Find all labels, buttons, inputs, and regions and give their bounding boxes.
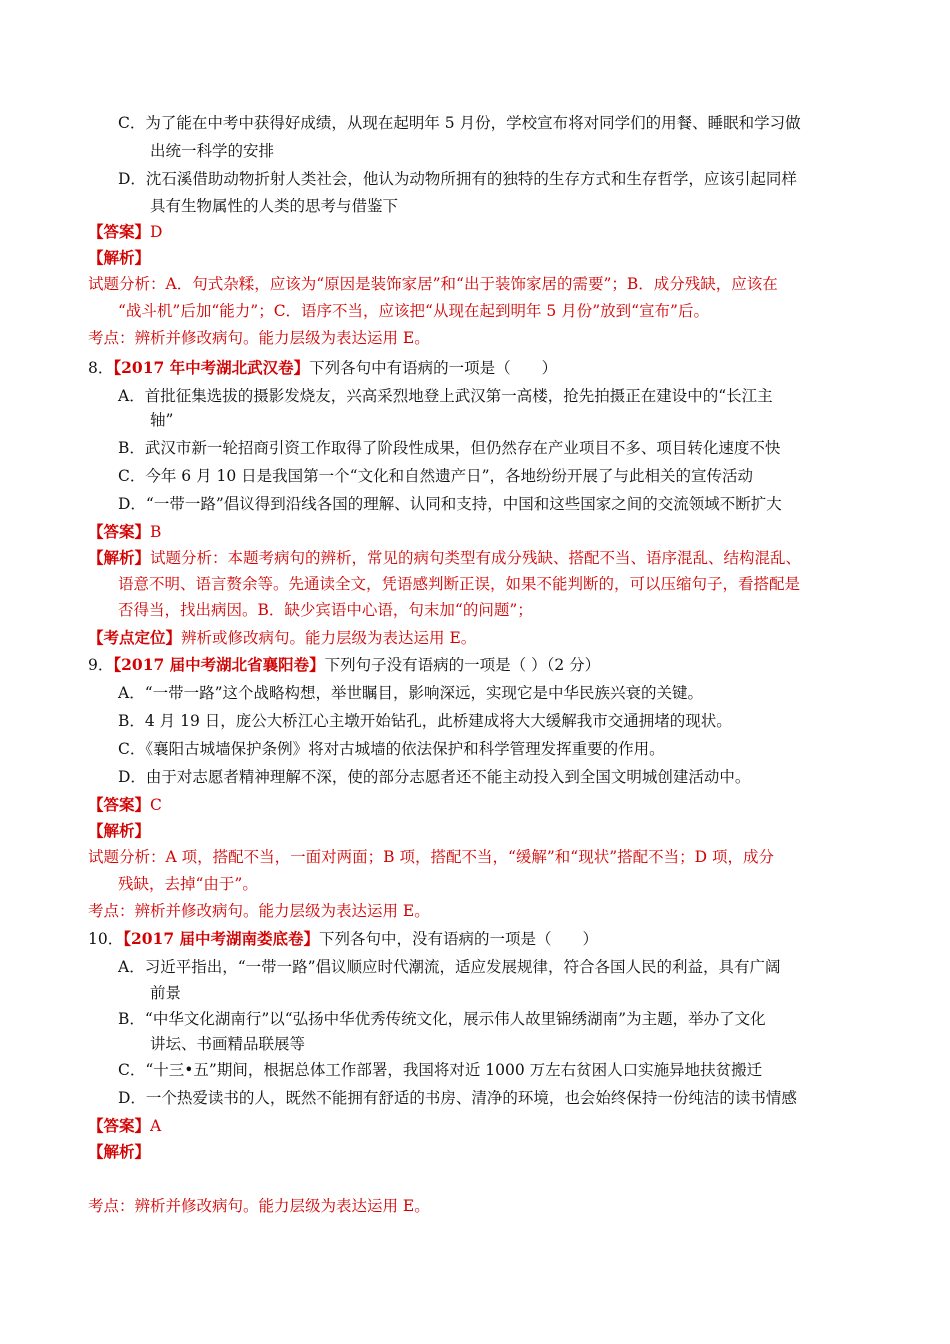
- q7-analysis-tag: 【解析】: [88, 248, 151, 267]
- q8-option-a-line1: A．首批征集选拔的摄影发烧友，兴高采烈地登上武汉第一高楼，抢先拍摄正在建设中的“长江主: [118, 387, 773, 405]
- q9-analysis-line1: 试题分析：A 项，搭配不当，一面对两面；B 项，搭配不当，“缓解”和“现状”搭配不当；D 项，成分: [88, 848, 774, 866]
- q9-option-c: C．《襄阳古城墙保护条例》将对古城墙的依法保护和科学管理发挥重要的作用。: [118, 740, 665, 758]
- q7-option-c-line2: 出统一科学的安排: [150, 142, 275, 160]
- q8-analysis-line2: 语意不明、语言赘余等。先通读全文，凭语感判断正误，如果不能判断的，可以压缩句子，看搭配是: [118, 575, 801, 593]
- answer-value: B: [150, 523, 162, 541]
- q8-stem: [88, 358, 557, 378]
- q7-analysis-line1: 试题分析：A．句式杂糅，应该为“原因是装饰家居”和“出于装饰家居的需要”；B．成分残缺，应该在: [88, 275, 778, 293]
- q7-option-d-line1: D．沈石溪借助动物折射人类社会，他认为动物所拥有的独特的生存方式和生存哲学，应该引起同样: [118, 170, 797, 188]
- q9-answer: [88, 795, 162, 815]
- q7-kaodian: 考点：辨析并修改病句。能力层级为表达运用 E。: [88, 329, 430, 347]
- q9-stem: [88, 655, 600, 675]
- answer-tag: 【答案】: [88, 222, 151, 241]
- q10-answer: [88, 1116, 161, 1136]
- q10-option-b-line1: B．“中华文化湖南行”以“弘扬中华优秀传统文化，展示伟人故里锦绣湖南”为主题，举办了文化: [118, 1010, 766, 1028]
- q7-analysis-line2: “战斗机”后加“能力”；C．语序不当，应该把“从现在起到明年 5 月份”放到“宣布”后。: [118, 302, 709, 320]
- analysis-text: 试题分析：本题考病句的辨析，常见的病句类型有成分残缺、搭配不当、语序混乱、结构混乱、: [150, 549, 802, 567]
- q8-analysis-line1: [88, 548, 801, 568]
- question-text: 下列各句中，没有语病的一项是（ ）: [319, 930, 599, 948]
- question-text: 下列各句中有语病的一项是（ ）: [309, 359, 558, 377]
- q8-option-a-line2: 轴”: [150, 411, 174, 429]
- q10-option-d: D．一个热爱读书的人，既然不能拥有舒适的书房、清净的环境，也会始终保持一份纯洁的读书情感: [118, 1089, 797, 1107]
- question-text: 下列句子没有语病的一项是（ ）（2 分）: [324, 656, 601, 674]
- q8-answer: [88, 522, 161, 542]
- question-number: 9．: [88, 656, 114, 674]
- q10-stem: [88, 929, 598, 949]
- answer-value: C: [150, 796, 162, 814]
- q8-analysis-line3: 否得当，找出病因。B．缺少宾语中心语，句末加“的问题”；: [118, 601, 533, 619]
- q10-option-a-line1: A．习近平指出，“一带一路”倡议顺应时代潮流，适应发展规律，符合各国人民的利益，具有广阔: [118, 958, 781, 976]
- q8-option-d: D．“一带一路”倡议得到沿线各国的理解、认同和支持，中国和这些国家之间的交流领域不断扩大: [118, 495, 782, 513]
- kaodian-text: 辨析或修改病句。能力层级为表达运用 E。: [181, 629, 477, 647]
- q10-kaodian: 考点：辨析并修改病句。能力层级为表达运用 E。: [88, 1197, 430, 1215]
- q10-analysis-tag: 【解析】: [88, 1142, 151, 1161]
- q9-option-b: B．4 月 19 日，庞公大桥江心主墩开始钻孔，此桥建成将大大缓解我市交通拥堵的现状。: [118, 712, 732, 730]
- question-source: 【2017 届中考湖北省襄阳卷】: [113, 655, 325, 674]
- answer-tag: 【答案】: [88, 522, 151, 541]
- question-number: 8．: [88, 359, 114, 377]
- q7-option-c-line1: C．为了能在中考中获得好成绩，从现在起明年 5 月份，学校宣布将对同学们的用餐、睡眠和学习做: [118, 114, 801, 132]
- answer-value: D: [150, 223, 163, 241]
- q9-option-d: D．由于对志愿者精神理解不深，使的部分志愿者还不能主动投入到全国文明城创建活动中。: [118, 768, 751, 786]
- q8-kaodian: [88, 628, 476, 648]
- answer-tag: 【答案】: [88, 795, 151, 814]
- question-number: 10．: [88, 930, 124, 948]
- q7-option-d-line2: 具有生物属性的人类的思考与借鉴下: [150, 197, 399, 215]
- q9-analysis-line2: 残缺，去掉“由于”。: [118, 875, 258, 893]
- q9-kaodian: 考点：辨析并修改病句。能力层级为表达运用 E。: [88, 902, 430, 920]
- analysis-tag: 【解析】: [88, 548, 151, 567]
- q8-option-c: C．今年 6 月 10 日是我国第一个“文化和自然遗产日”，各地纷纷开展了与此相关的宣传活动: [118, 467, 754, 485]
- q8-option-b: B．武汉市新一轮招商引资工作取得了阶段性成果，但仍然存在产业项目不多、项目转化速度不快: [118, 439, 781, 457]
- kaodian-tag: 【考点定位】: [88, 628, 182, 647]
- q9-analysis-tag: 【解析】: [88, 821, 151, 840]
- question-source: 【2017 届中考湖南娄底卷】: [123, 929, 320, 948]
- q10-option-b-line2: 讲坛、书画精品联展等: [150, 1035, 306, 1053]
- q10-option-c: C．“十三•五”期间，根据总体工作部署，我国将对近 1000 万左右贫困人口实施异地扶贫搬迁: [118, 1061, 763, 1079]
- answer-tag: 【答案】: [88, 1116, 151, 1135]
- q7-answer: [88, 222, 162, 242]
- answer-value: A: [150, 1117, 162, 1135]
- question-source: 【2017 年中考湖北武汉卷】: [113, 358, 310, 377]
- q9-option-a: A．“一带一路”这个战略构想，举世瞩目，影响深远，实现它是中华民族兴衰的关键。: [118, 684, 704, 702]
- q10-option-a-line2: 前景: [150, 984, 182, 1002]
